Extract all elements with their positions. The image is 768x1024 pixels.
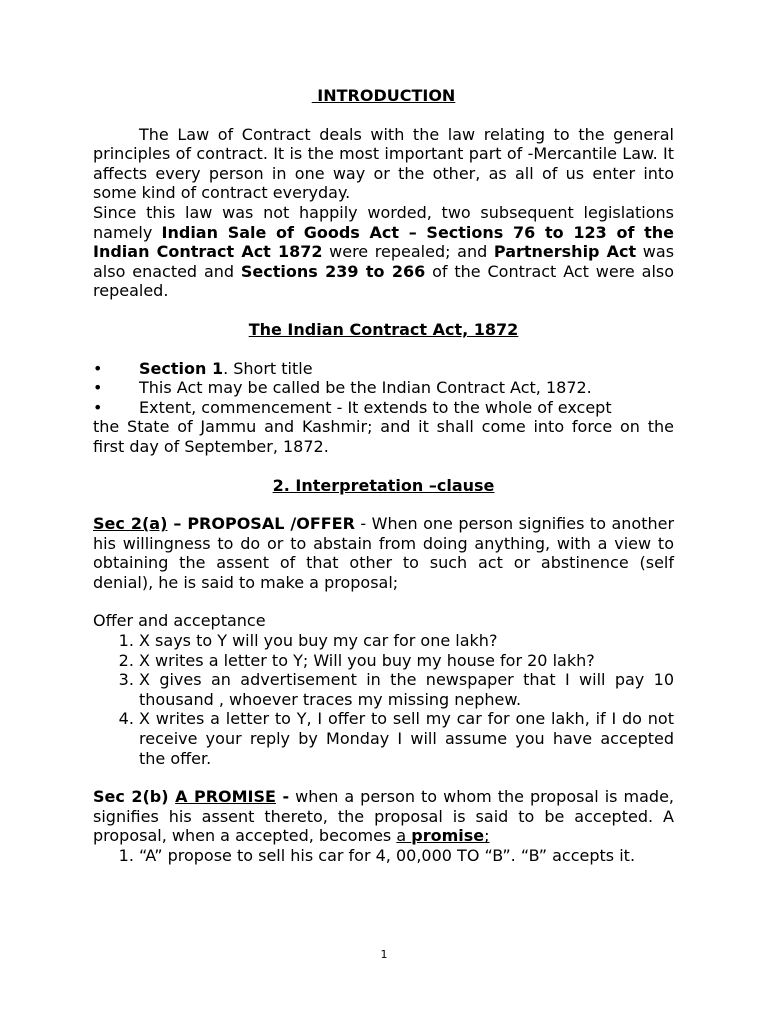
sec-2a-term: PROPOSAL /OFFER [187, 514, 355, 534]
bullet-item [93, 359, 674, 379]
offer-list [93, 631, 674, 768]
bullet-text [139, 359, 313, 379]
list-item: 1. X says to Y will you buy my car for one lakh? [139, 631, 674, 651]
offer-heading: Offer and acceptance [93, 611, 266, 631]
promise-term-a: a [396, 826, 412, 846]
p2-text-g: of the Contract Act were also repealed. [93, 261, 675, 301]
section-1-label: Section 1 [139, 358, 224, 378]
list-item: 4. X writes a letter to Y, I offer to sell my car for one lakh, if I do not receive your reply by Monday I will assume you have accepted the offer. [139, 709, 674, 768]
page-number: 1 [380, 948, 388, 961]
intro-title: INTRODUCTION [311, 86, 456, 105]
intro-title-line [93, 86, 674, 106]
sec-2a-label: Sec 2(a) [93, 514, 168, 534]
act-heading-line [93, 320, 674, 340]
p2-bold-partnership: Partnership Act [493, 242, 637, 262]
sec-2b-dash: - [275, 787, 290, 807]
sec-2b-text: when a person to whom the proposal is made, signifies his assent thereto, the proposal is said to be accepted. A proposal, when a accepted, becomes [93, 787, 675, 846]
list-item: 1. “A” propose to sell his car for 4, 00,000 TO “B”. “B” accepts it. [139, 846, 674, 866]
bullet-text: Extent, commencement - It extends to the whole of except [139, 397, 612, 417]
act-heading: The Indian Contract Act, 1872 [248, 319, 519, 339]
promise-term: promise [411, 826, 485, 846]
bullet-marker: • [93, 358, 103, 378]
sec-2b-paragraph [93, 787, 674, 846]
list-item: 3. X gives an advertisement in the newspaper that I will pay 10 thousand , whoever traces my missing nephew. [139, 670, 674, 709]
p2-bold-sections: Sections 239 to 266 [240, 261, 426, 281]
bullet-item [93, 378, 674, 398]
bullet-marker: • [93, 397, 103, 417]
bullet-item [93, 398, 674, 418]
p2-text-a: Since this law was not happily worded, two subsequent legislations namely [93, 202, 674, 242]
interp-heading: 2. Interpretation –clause [272, 475, 495, 495]
p2-text-c: were repealed; and [322, 242, 494, 262]
promise-term-c: ; [484, 826, 490, 846]
intro-paragraph-2 [93, 203, 674, 301]
bullet-continuation: the State of Jammu and Kashmir; and it shall come into force on the first day of September, 1872. [93, 417, 674, 456]
sec-2b-term: A PROMISE [175, 787, 276, 807]
promise-list [93, 846, 674, 866]
p2-bold-sale-of-goods: Indian Sale of Goods Act – Sections 76 to 123 of the Indian Contract Act 1872 [93, 222, 674, 262]
sec-2a-paragraph [93, 514, 674, 592]
sec-2a-text: - When one person signifies to another his willingness to do or to abstain from doing anything, with a view to obtaining the assent of that other to such act or abstinence (self denial), he is said to make a proposal; [93, 514, 675, 592]
list-item: 2. X writes a letter to Y; Will you buy my house for 20 lakh? [139, 651, 674, 671]
interp-heading-line [93, 476, 674, 496]
section-1-rest: . Short title [223, 358, 313, 378]
document-page [93, 86, 674, 866]
bullet-text: This Act may be called be the Indian Contract Act, 1872. [139, 378, 592, 398]
bullet-marker: • [93, 378, 103, 398]
intro-paragraph-1: The Law of Contract deals with the law relating to the general principles of contract. It is the most important part of -Mercantile Law. It affects every person in one way or the other, as all of us enter into some kind of contract everyday. [93, 124, 674, 203]
sec-2a-dash: – [167, 514, 188, 534]
p2-text-e: was also enacted and [93, 242, 675, 281]
sec-2b-label: Sec 2(b) [93, 787, 176, 807]
